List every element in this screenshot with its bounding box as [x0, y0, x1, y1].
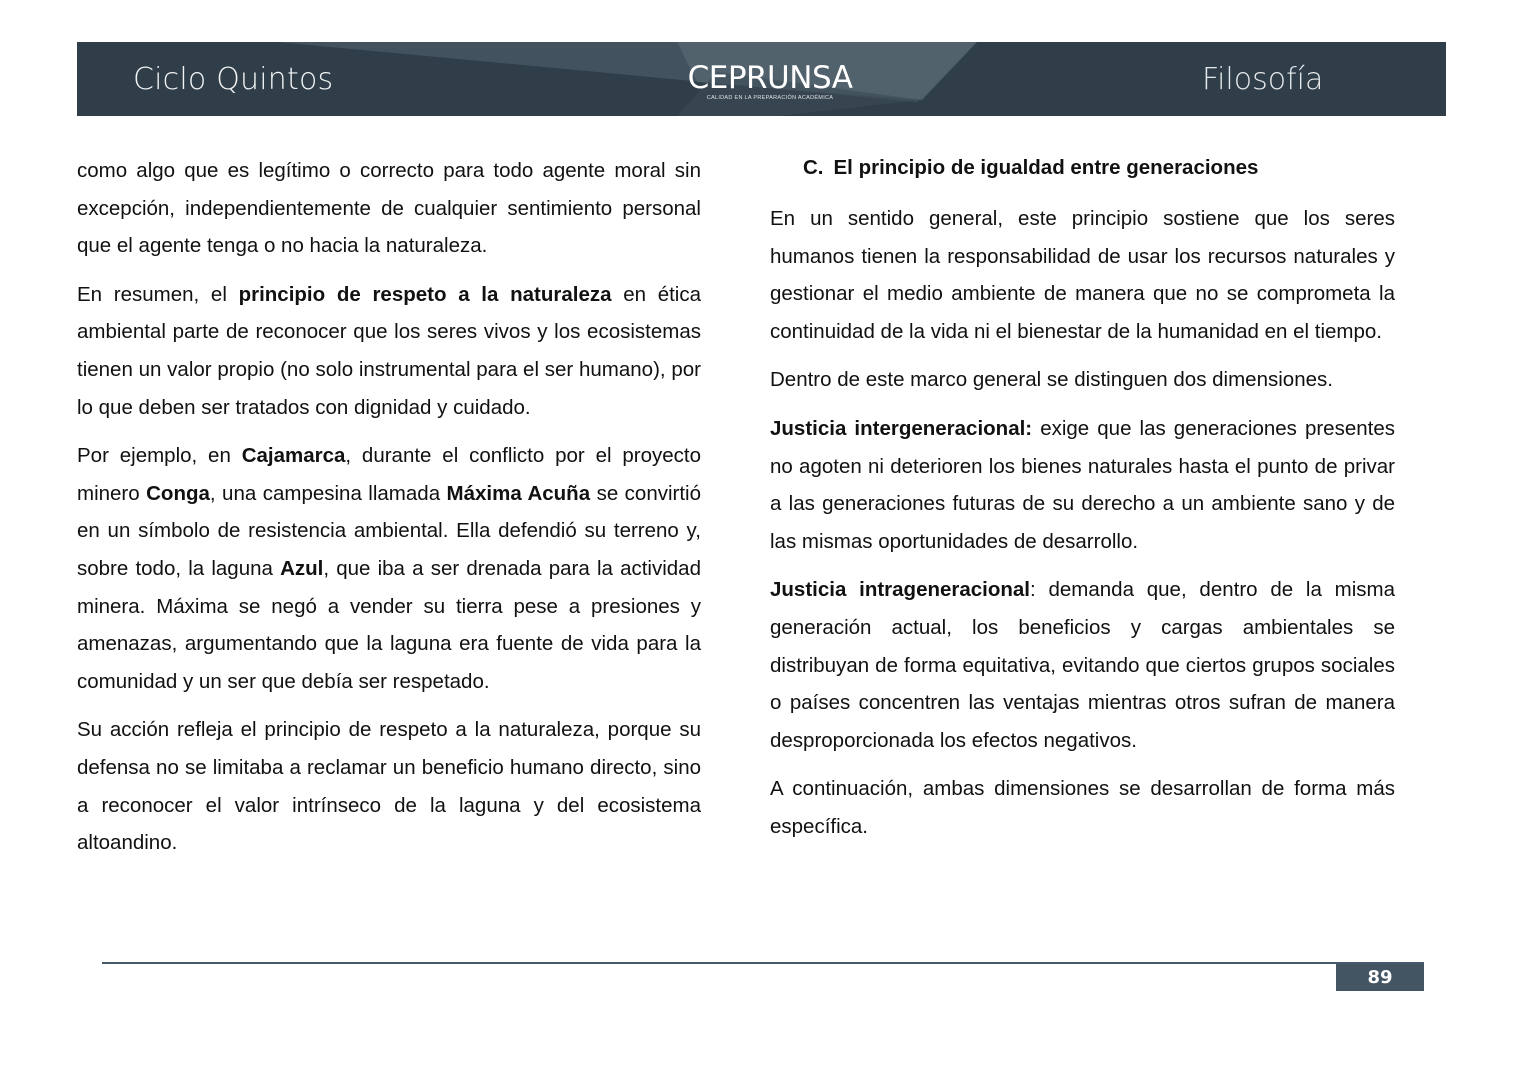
bold-term: Conga	[146, 481, 210, 505]
text-run: , durante el conflicto por el proyecto minero	[77, 444, 701, 505]
paragraph	[77, 437, 701, 700]
text-run: , que iba a ser drenada para la actividad minera. Máxima se negó a vender su tierra pese a presiones y amenazas, argumentando que la laguna era fuente de vida para la comunidad y un ser que debía ser respetado.	[77, 556, 701, 693]
footer-divider	[102, 962, 1424, 964]
text-run: en ética ambiental parte de reconocer que los seres vivos y los ecosistemas tienen un valor propio (no solo instrumental para el ser humano), por lo que deben ser tratados con dignidad y cuidado.	[77, 282, 701, 419]
paragraph	[770, 571, 1395, 759]
paragraph	[770, 410, 1395, 560]
bold-term: Justicia intrageneracional	[770, 578, 1031, 602]
text-run: Por ejemplo, en	[77, 444, 242, 468]
paragraph	[77, 276, 701, 426]
section-letter: C.	[803, 156, 824, 179]
text-run: , una campesina llamada	[209, 481, 447, 505]
bold-term: Máxima Acuña	[446, 481, 591, 505]
ceprunsa-logo	[687, 62, 853, 102]
paragraph: En un sentido general, este principio sostiene que los seres humanos tienen la responsabilidad de usar los recursos naturales y gestionar el medio ambiente de manera que no se comprometa la continuidad de la vida ni el bienestar de la humanidad en el tiempo.	[770, 207, 1395, 343]
section-heading-text: El principio de igualdad entre generaciones	[833, 156, 1259, 179]
text-run: se convirtió en un símbolo de resistencia ambiental. Ella defendió su terreno y, sobre todo, la laguna	[77, 481, 702, 580]
logo-tagline: CALIDAD EN LA PREPARACIÓN ACADÉMICA	[706, 95, 834, 101]
paragraph: A continuación, ambas dimensiones se desarrollan de forma más específica.	[770, 777, 1395, 838]
text-run: En resumen, el	[77, 282, 239, 306]
page-number: 89	[1336, 964, 1424, 991]
text-run: : demanda que, dentro de la misma generación actual, los beneficios y cargas ambientales se distribuyan de forma equitativa, evitando que ciertos grupos sociales o países concentren las ventajas mientras otros sufran de manera desproporcionada los efectos negativos.	[770, 578, 1395, 752]
subject-title: Filosofía	[1202, 62, 1324, 97]
left-text-column	[77, 152, 701, 873]
text-run: exige que las generaciones presentes no agoten ni deterioren los bienes naturales hasta el punto de privar a las generaciones futuras de su derecho a un ambiente sano y de las mismas oportunidades de desarrollo.	[770, 416, 1395, 553]
bold-term: Justicia intergeneracional:	[770, 416, 1033, 440]
right-text-column	[770, 200, 1395, 857]
paragraph: Su acción refleja el principio de respeto a la naturaleza, porque su defensa no se limitaba a reclamar un beneficio humano directo, sino a reconocer el valor intrínseco de la laguna y del ecosistema altoandino.	[77, 718, 701, 855]
bold-term: Azul	[280, 556, 324, 580]
bold-term: principio de respeto a la naturaleza	[238, 282, 612, 306]
logo-wordmark: CEPRUNSA	[687, 60, 853, 96]
page-header-band	[77, 42, 1446, 116]
bold-term: Cajamarca	[241, 444, 346, 468]
paragraph: como algo que es legítimo o correcto para todo agente moral sin excepción, independientemente de cualquier sentimiento personal que el agente tenga o no hacia la naturaleza.	[77, 159, 701, 258]
course-cycle-title: Ciclo Quintos	[133, 62, 334, 97]
paragraph: Dentro de este marco general se distinguen dos dimensiones.	[770, 368, 1333, 392]
section-heading	[803, 156, 1258, 180]
